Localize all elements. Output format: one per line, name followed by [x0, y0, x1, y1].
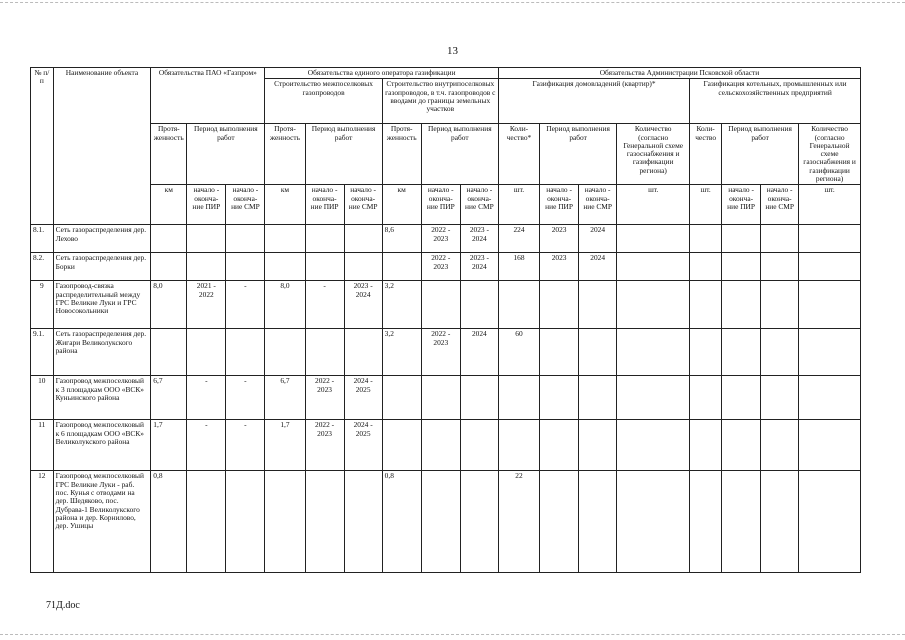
cell-o-smr — [344, 329, 382, 376]
cell-d-smr — [579, 376, 617, 420]
unit-k-scheme-sht: шт. — [799, 185, 861, 225]
cell-d-scheme — [617, 225, 690, 253]
cell-i-smr — [460, 420, 498, 471]
cell-k-smr — [761, 253, 799, 281]
cell-i-smr — [460, 376, 498, 420]
cell-d-pir — [540, 376, 579, 420]
cell-k-count — [690, 281, 722, 329]
cell-d-scheme — [617, 420, 690, 471]
col-header-kotel: Газификация котельных, промышленных или сельскохозяйственных предприятий — [690, 79, 861, 124]
cell-o-length — [265, 253, 305, 281]
cell-k-pir — [722, 225, 761, 253]
cell-o-length — [265, 225, 305, 253]
cell-o-pir — [305, 225, 344, 253]
col-header-i-length: Протя-женность — [382, 124, 421, 185]
col-header-g-length: Протя-женность — [151, 124, 187, 185]
cell-g-pir: - — [187, 376, 226, 420]
cell-o-length — [265, 329, 305, 376]
col-header-domov: Газификация домовладений (квартир)* — [498, 79, 689, 124]
cell-d-count: 168 — [498, 253, 539, 281]
cell-i-pir: 2022 - 2023 — [421, 253, 460, 281]
cell-k-scheme — [799, 281, 861, 329]
scan-edge-top — [0, 2, 905, 3]
cell-i-length: 8,6 — [382, 225, 421, 253]
unit-i-km: км — [382, 185, 421, 225]
cell-k-pir — [722, 471, 761, 573]
cell-k-count — [690, 376, 722, 420]
cell-o-smr — [344, 253, 382, 281]
col-header-g-period: Период выполнения работ — [187, 124, 265, 185]
cell-k-count — [690, 420, 722, 471]
cell-d-count — [498, 281, 539, 329]
cell-k-scheme — [799, 376, 861, 420]
cell-k-scheme — [799, 253, 861, 281]
cell-d-smr: 2024 — [579, 225, 617, 253]
cell-d-count: 60 — [498, 329, 539, 376]
cell-g-pir: 2021 - 2022 — [187, 281, 226, 329]
cell-i-smr: 2024 — [460, 329, 498, 376]
cell-g-pir — [187, 253, 226, 281]
unit-i-smr: начало - оконча-ние СМР — [460, 185, 498, 225]
table-row — [31, 281, 861, 329]
cell-object-name: Газопровод межпоселковый к 3 площадкам ООО «ВСК» Куньинского района — [53, 376, 151, 420]
cell-k-smr — [761, 281, 799, 329]
cell-g-length: 6,7 — [151, 376, 187, 420]
cell-d-pir — [540, 471, 579, 573]
cell-g-smr: - — [226, 376, 265, 420]
cell-i-smr — [460, 471, 498, 573]
cell-object-name: Газопровод межпоселковый к 6 площадкам ООО «ВСК» Великолукского района — [53, 420, 151, 471]
cell-o-smr: 2024 - 2025 — [344, 420, 382, 471]
table-row — [31, 471, 861, 573]
cell-k-smr — [761, 225, 799, 253]
cell-num: 9.1. — [31, 329, 54, 376]
cell-k-smr — [761, 471, 799, 573]
col-header-d-count: Коли-чество* — [498, 124, 539, 185]
cell-d-smr — [579, 420, 617, 471]
cell-i-pir — [421, 281, 460, 329]
col-header-num: № п/п — [31, 68, 54, 225]
cell-i-length: 0,8 — [382, 471, 421, 573]
cell-i-length — [382, 253, 421, 281]
cell-o-pir: 2022 - 2023 — [305, 420, 344, 471]
cell-g-smr — [226, 225, 265, 253]
cell-i-smr — [460, 281, 498, 329]
unit-k-sht: шт. — [690, 185, 722, 225]
cell-d-pir: 2023 — [540, 253, 579, 281]
cell-k-smr — [761, 329, 799, 376]
cell-d-pir — [540, 420, 579, 471]
cell-o-smr: 2023 - 2024 — [344, 281, 382, 329]
cell-o-length — [265, 471, 305, 573]
cell-object-name: Сеть газораспределения дер. Жигари Великолукского района — [53, 329, 151, 376]
col-header-k-count: Коли-чество — [690, 124, 722, 185]
cell-object-name: Сеть газораспределения дер. Борки — [53, 253, 151, 281]
scan-edge-bottom — [0, 634, 905, 635]
col-header-intra: Строительство внутрипоселковых газопроводов, в т.ч. газопроводов с вводами до границы земельных участков — [382, 79, 498, 124]
cell-d-pir: 2023 — [540, 225, 579, 253]
col-header-name: Наименование объекта — [53, 68, 151, 225]
cell-g-length — [151, 225, 187, 253]
cell-k-smr — [761, 420, 799, 471]
cell-o-pir — [305, 253, 344, 281]
unit-d-sht: шт. — [498, 185, 539, 225]
table-row — [31, 253, 861, 281]
col-header-d-scheme: Количество (согласно Генеральной схеме газоснабжения и газификации региона) — [617, 124, 690, 185]
cell-g-length: 8,0 — [151, 281, 187, 329]
cell-g-pir — [187, 471, 226, 573]
col-header-gazprom: Обязательства ПАО «Газпром» — [151, 68, 265, 124]
cell-i-length: 3,2 — [382, 329, 421, 376]
cell-k-pir — [722, 329, 761, 376]
cell-d-count — [498, 376, 539, 420]
gasification-table — [30, 67, 861, 573]
cell-o-pir — [305, 471, 344, 573]
cell-k-pir — [722, 253, 761, 281]
cell-object-name: Газопровод межпоселковый ГРС Великие Луки - раб. пос. Кунья с отводами на дер. Шедяково, пос. Дубрава-1 Великолукского района и дер. Корнилово, дер. Ушицы — [53, 471, 151, 573]
cell-i-pir — [421, 376, 460, 420]
cell-i-smr: 2023 - 2024 — [460, 225, 498, 253]
cell-d-scheme — [617, 253, 690, 281]
cell-d-pir — [540, 329, 579, 376]
cell-num: 8.2. — [31, 253, 54, 281]
col-header-k-scheme: Количество (согласно Генеральной схеме газоснабжения и газификации региона) — [799, 124, 861, 185]
cell-d-smr — [579, 329, 617, 376]
cell-d-scheme — [617, 329, 690, 376]
cell-num: 11 — [31, 420, 54, 471]
cell-o-smr: 2024 - 2025 — [344, 376, 382, 420]
col-header-inter: Строительство межпоселковых газопроводов — [265, 79, 382, 124]
cell-g-smr: - — [226, 420, 265, 471]
cell-i-smr: 2023 - 2024 — [460, 253, 498, 281]
cell-k-scheme — [799, 225, 861, 253]
cell-object-name: Газопровод-связка распределительный между ГРС Великие Луки и ГРС Новосокольники — [53, 281, 151, 329]
page-number: 13 — [447, 45, 458, 57]
col-header-o-length: Протя-женность — [265, 124, 305, 185]
cell-k-pir — [722, 420, 761, 471]
cell-d-scheme — [617, 471, 690, 573]
cell-g-length — [151, 253, 187, 281]
cell-o-smr — [344, 471, 382, 573]
table-row — [31, 420, 861, 471]
unit-g-pir: начало - оконча-ние ПИР — [187, 185, 226, 225]
cell-o-length: 8,0 — [265, 281, 305, 329]
cell-k-count — [690, 471, 722, 573]
cell-d-count — [498, 420, 539, 471]
cell-k-scheme — [799, 471, 861, 573]
cell-num: 12 — [31, 471, 54, 573]
cell-k-count — [690, 253, 722, 281]
col-header-o-period: Период выполнения работ — [305, 124, 382, 185]
cell-k-pir — [722, 376, 761, 420]
unit-d-smr: начало - оконча-ние СМР — [579, 185, 617, 225]
cell-g-smr — [226, 329, 265, 376]
unit-o-km: км — [265, 185, 305, 225]
cell-object-name: Сеть газораспределения дер. Лехово — [53, 225, 151, 253]
cell-d-smr: 2024 — [579, 253, 617, 281]
cell-i-pir: 2022 - 2023 — [421, 225, 460, 253]
unit-d-scheme-sht: шт. — [617, 185, 690, 225]
cell-g-pir — [187, 225, 226, 253]
col-header-operator: Обязательства единого оператора газификации — [265, 68, 498, 79]
cell-d-count: 224 — [498, 225, 539, 253]
unit-g-km: км — [151, 185, 187, 225]
col-header-admin: Обязательства Администрации Псковской области — [498, 68, 860, 79]
cell-num: 9 — [31, 281, 54, 329]
cell-o-pir: - — [305, 281, 344, 329]
unit-k-smr: начало - оконча-ние СМР — [761, 185, 799, 225]
cell-d-smr — [579, 471, 617, 573]
table-row — [31, 329, 861, 376]
cell-g-smr — [226, 471, 265, 573]
cell-num: 10 — [31, 376, 54, 420]
col-header-i-period: Период выполнения работ — [421, 124, 498, 185]
cell-o-length: 6,7 — [265, 376, 305, 420]
cell-i-length — [382, 420, 421, 471]
cell-d-scheme — [617, 281, 690, 329]
cell-k-count — [690, 225, 722, 253]
cell-i-length: 3,2 — [382, 281, 421, 329]
unit-g-smr: начало - оконча-ние СМР — [226, 185, 265, 225]
cell-g-length: 1,7 — [151, 420, 187, 471]
unit-o-pir: начало - оконча-ние ПИР — [305, 185, 344, 225]
col-header-d-period: Период выполнения работ — [540, 124, 617, 185]
cell-o-smr — [344, 225, 382, 253]
unit-k-pir: начало - оконча-ние ПИР — [722, 185, 761, 225]
cell-d-count: 22 — [498, 471, 539, 573]
cell-o-length: 1,7 — [265, 420, 305, 471]
unit-o-smr: начало - оконча-ние СМР — [344, 185, 382, 225]
footer-filename: 71Д.doc — [46, 600, 80, 611]
cell-d-smr — [579, 281, 617, 329]
cell-g-pir: - — [187, 420, 226, 471]
cell-i-pir — [421, 471, 460, 573]
cell-k-count — [690, 329, 722, 376]
cell-o-pir: 2022 - 2023 — [305, 376, 344, 420]
col-header-k-period: Период выполнения работ — [722, 124, 799, 185]
cell-o-pir — [305, 329, 344, 376]
cell-g-length — [151, 329, 187, 376]
cell-num: 8.1. — [31, 225, 54, 253]
table-row — [31, 225, 861, 253]
cell-i-pir — [421, 420, 460, 471]
cell-g-pir — [187, 329, 226, 376]
cell-k-scheme — [799, 420, 861, 471]
cell-i-length — [382, 376, 421, 420]
cell-g-smr: - — [226, 281, 265, 329]
cell-k-pir — [722, 281, 761, 329]
cell-g-smr — [226, 253, 265, 281]
cell-i-pir: 2022 - 2023 — [421, 329, 460, 376]
cell-d-pir — [540, 281, 579, 329]
cell-k-smr — [761, 376, 799, 420]
table-row — [31, 376, 861, 420]
unit-d-pir: начало - оконча-ние ПИР — [540, 185, 579, 225]
unit-i-pir: начало - оконча-ние ПИР — [421, 185, 460, 225]
cell-d-scheme — [617, 376, 690, 420]
cell-k-scheme — [799, 329, 861, 376]
cell-g-length: 0,8 — [151, 471, 187, 573]
